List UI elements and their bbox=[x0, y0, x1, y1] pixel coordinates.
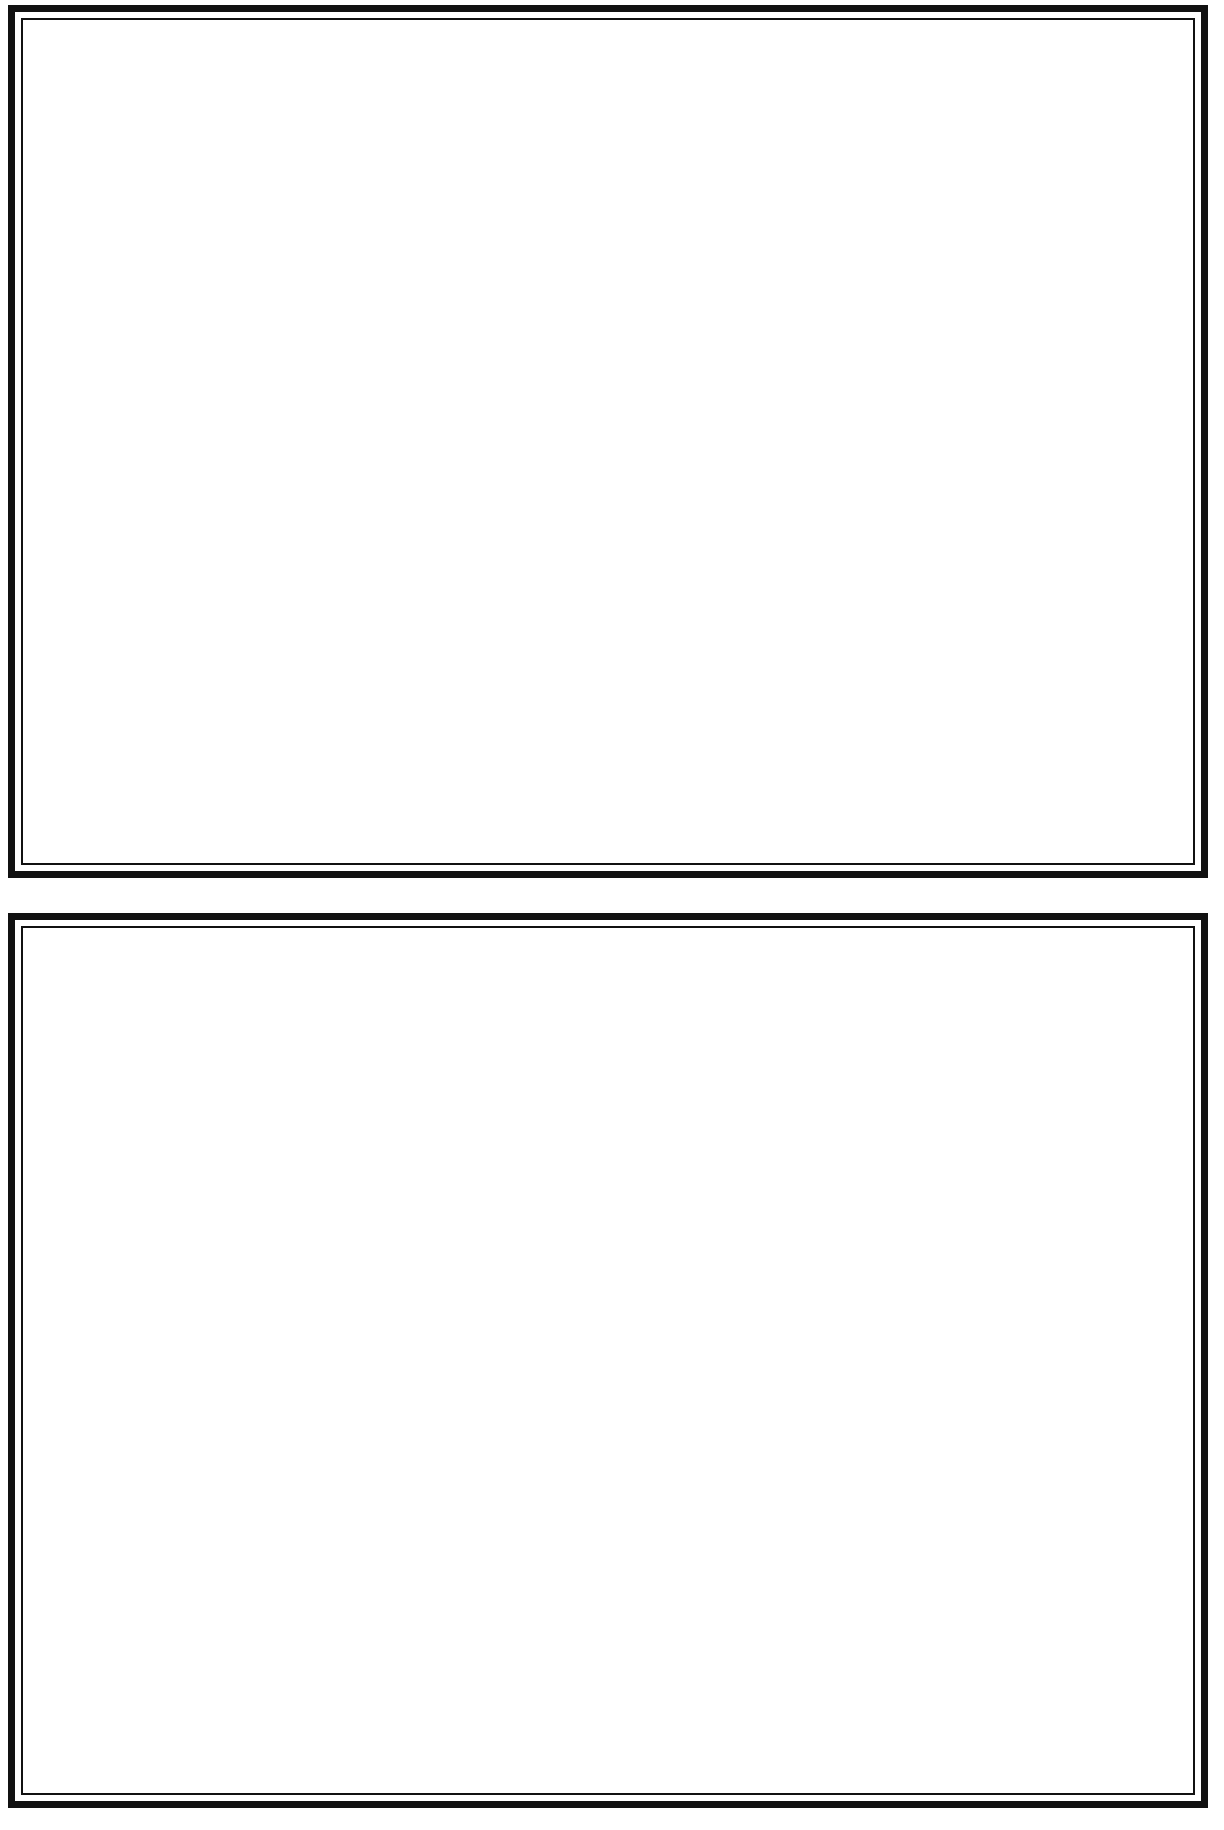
bottom-page-frame bbox=[21, 926, 1195, 1795]
top-page-frame bbox=[21, 18, 1195, 865]
bottom-page-panel bbox=[8, 913, 1208, 1808]
top-page-panel bbox=[8, 5, 1208, 878]
